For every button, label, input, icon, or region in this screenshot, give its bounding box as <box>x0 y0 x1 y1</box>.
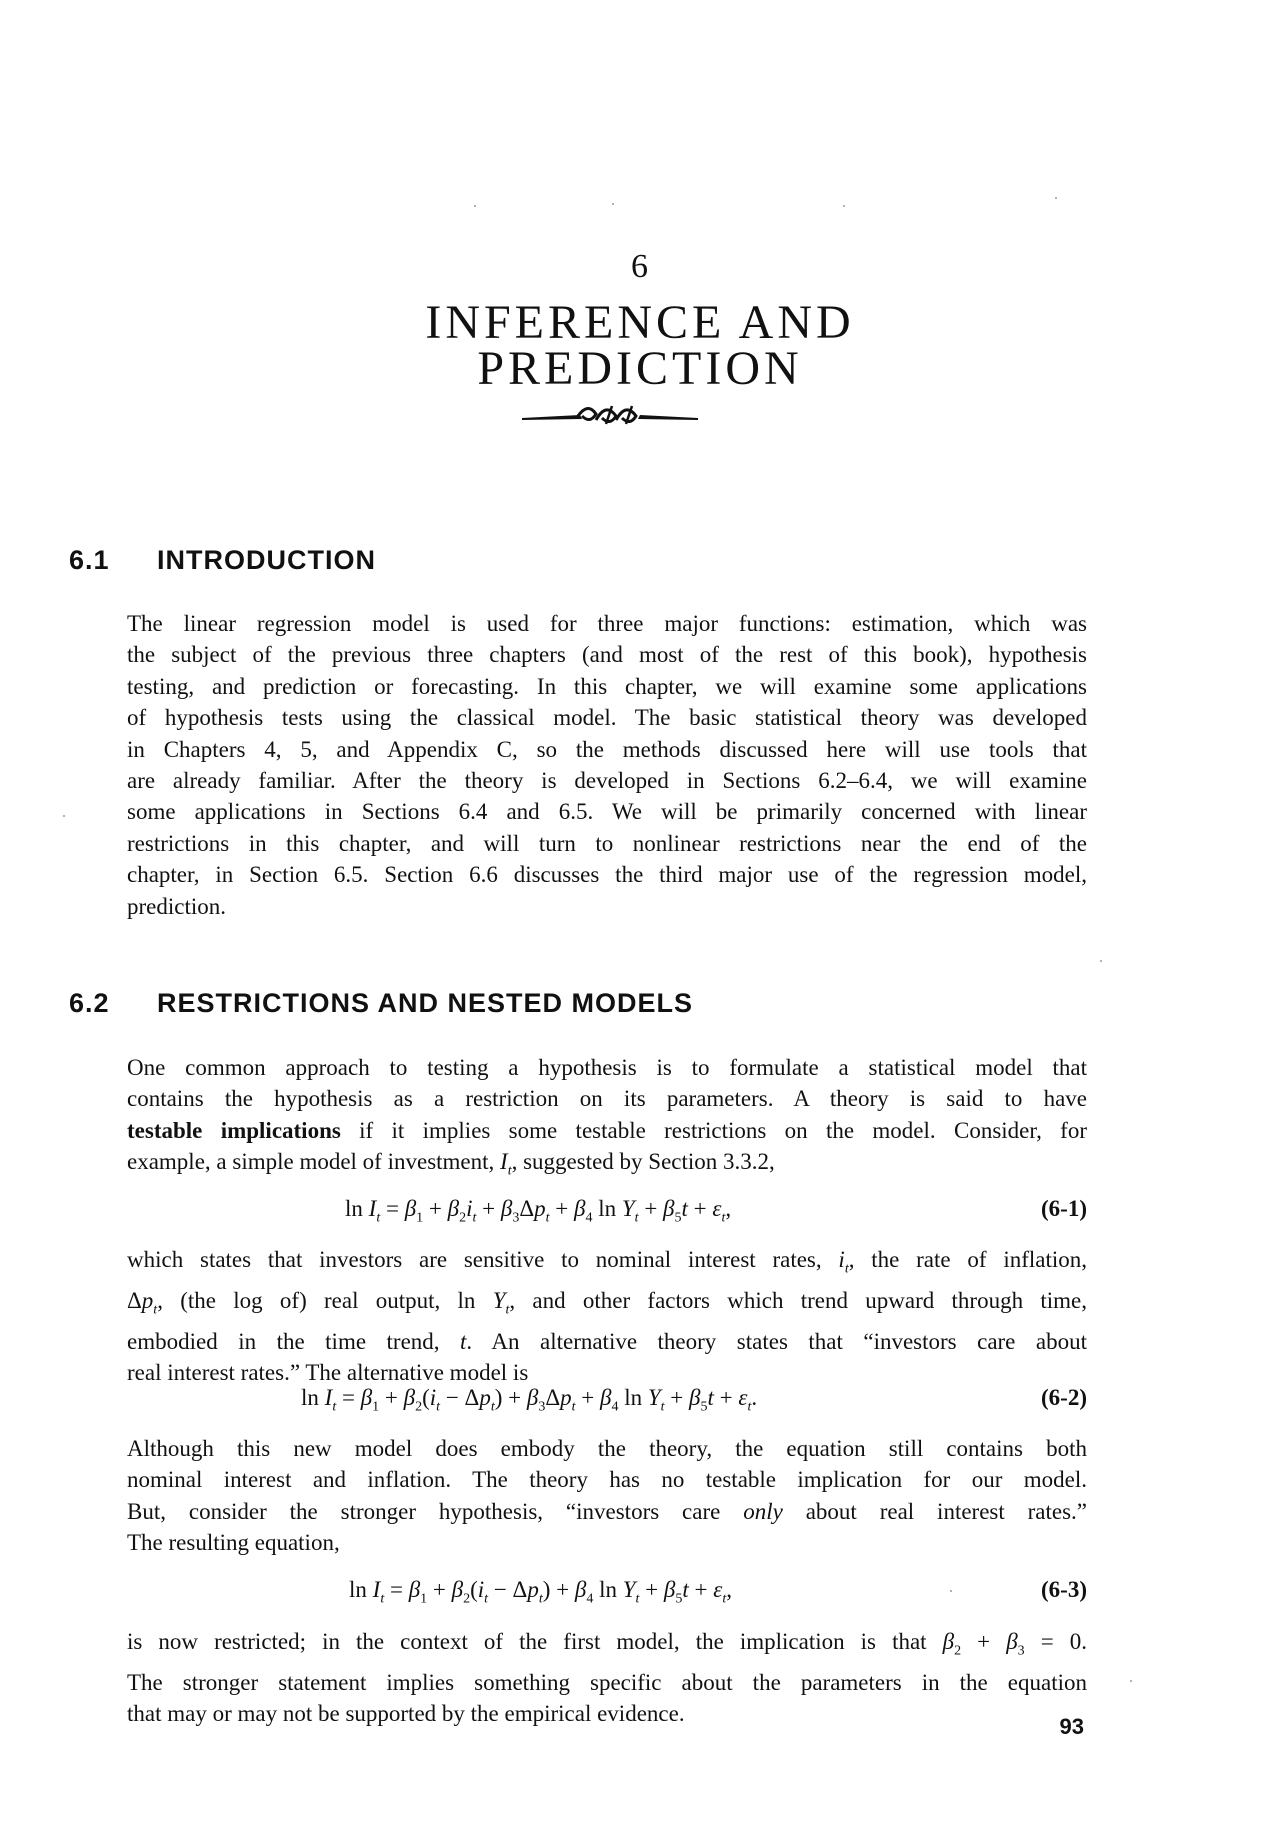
text-line: is now restricted; in the context of the first model, the implication is that $\beta_2 + \beta_3 = 0$. <box>127 1629 1087 1659</box>
text-line: restrictions in this chapter, and will turn to nonlinear restrictions near the end of the <box>127 830 1087 856</box>
equation-number: (6-2) <box>1041 1385 1087 1410</box>
scan-speck <box>1055 197 1057 199</box>
section-title: INTRODUCTION <box>157 545 376 575</box>
text-line: in Chapters 4, 5, and Appendix C, so the methods discussed here will use tools that <box>127 736 1087 762</box>
restrictions-paragraph-1 <box>127 1052 1087 1187</box>
equation-expression: $\ln I_t = \beta_1 + \beta_2(i_t - \Delta p_t) + \beta_4$ $\ln Y_t + \beta_5t + \varepsilon_t$, <box>349 1577 732 1607</box>
text-line: The resulting equation, <box>127 1530 340 1556</box>
text-line: testable implications if it implies some testable restrictions on the model. Consider, for <box>127 1117 1087 1143</box>
equation-expression: $\ln I_t = \beta_1 + \beta_2(i_t - \Delta p_t) + \beta_3\Delta p_t + \beta_4$ $\ln Y_t + \beta_5t + \varepsilon_t$. <box>301 1385 758 1415</box>
text-line: the subject of the previous three chapters (and most of the rest of this book), hypothesis <box>127 642 1087 668</box>
text-line: But, consider the stronger hypothesis, “investors care only about real interest rates.” <box>127 1498 1088 1524</box>
text-line: of hypothesis tests using the classical model. The basic statistical theory was developed <box>127 705 1087 731</box>
text-line: $\Delta p_t$, (the log of) real output, $\ln Y_t$, and other factors which trend upward through time, <box>127 1288 1087 1318</box>
text-line: Although this new model does embody the theory, the equation still contains both <box>127 1436 1087 1461</box>
equation-number: (6-1) <box>1041 1196 1087 1221</box>
equation-number: (6-3) <box>1041 1577 1087 1602</box>
text-line: that may or may not be supported by the empirical evidence. <box>127 1701 685 1727</box>
restrictions-paragraph-3 <box>127 1433 1087 1559</box>
intro-paragraph <box>127 608 1087 922</box>
text-line: some applications in Sections 6.4 and 6.5. We will be primarily concerned with linear <box>127 799 1087 825</box>
section-heading-6-2 <box>69 988 693 1019</box>
equation-6-1 <box>127 1196 1087 1228</box>
restrictions-paragraph-4 <box>127 1626 1087 1730</box>
chapter-number: 6 <box>631 248 649 285</box>
text-line: are already familiar. After the theory is developed in Sections 6.2–6.4, we will examine <box>127 768 1087 794</box>
scan-speck <box>1100 960 1102 962</box>
equation-6-2 <box>127 1385 1087 1417</box>
text-line: real interest rates.” The alternative model is <box>127 1360 529 1386</box>
text-line: embodied in the time trend, t. An alternative theory states that “investors care about <box>127 1329 1087 1354</box>
scan-speck <box>950 1590 952 1592</box>
text-line: chapter, in Section 6.5. Section 6.6 discusses the third major use of the regression model, <box>127 862 1087 888</box>
text-line: which states that investors are sensitive to nominal interest rates, $i_t$, the rate of inflation, <box>127 1247 1088 1277</box>
scan-speck <box>474 205 476 207</box>
ornament-icon <box>520 400 700 430</box>
text-line: testing, and prediction or forecasting. In this chapter, we will examine some applications <box>127 673 1087 699</box>
section-heading-6-1 <box>69 545 376 576</box>
chapter-title-line-1: INFERENCE AND <box>425 296 855 349</box>
page-number: 93 <box>1059 1714 1084 1739</box>
text-line: The linear regression model is used for three major functions: estimation, which was <box>127 611 1087 636</box>
equation-expression: $\ln I_t = \beta_1 + \beta_2i_t + \beta_3\Delta p_t + \beta_4$ $\ln Y_t + \beta_5t + \varepsilon_t$, <box>345 1196 732 1226</box>
scan-speck <box>843 205 845 207</box>
chapter-title-line-2: PREDICTION <box>477 342 803 395</box>
text-line: The stronger statement implies something specific about the parameters in the equation <box>127 1670 1087 1695</box>
scan-speck <box>63 815 65 817</box>
text-line: One common approach to testing a hypothesis is to formulate a statistical model that <box>127 1055 1087 1080</box>
bold-term: testable implications <box>127 1117 341 1143</box>
equation-6-3 <box>127 1577 1087 1609</box>
scan-speck <box>612 203 614 205</box>
text-line: prediction. <box>127 893 226 919</box>
text-line: example, a simple model of investment, $I_t$, suggested by Section 3.3.2, <box>127 1149 775 1179</box>
restrictions-paragraph-2 <box>127 1244 1087 1389</box>
text-line: contains the hypothesis as a restriction on its parameters. A theory is said to have <box>127 1086 1087 1112</box>
section-title: RESTRICTIONS AND NESTED MODELS <box>157 988 694 1018</box>
scan-speck <box>1130 1680 1132 1682</box>
section-number: 6.2 <box>69 988 110 1018</box>
chapter-title <box>0 296 1280 395</box>
emphasis: only <box>743 1498 783 1524</box>
text-line: nominal interest and inflation. The theory has no testable implication for our model. <box>127 1467 1087 1493</box>
section-number: 6.1 <box>69 545 110 575</box>
